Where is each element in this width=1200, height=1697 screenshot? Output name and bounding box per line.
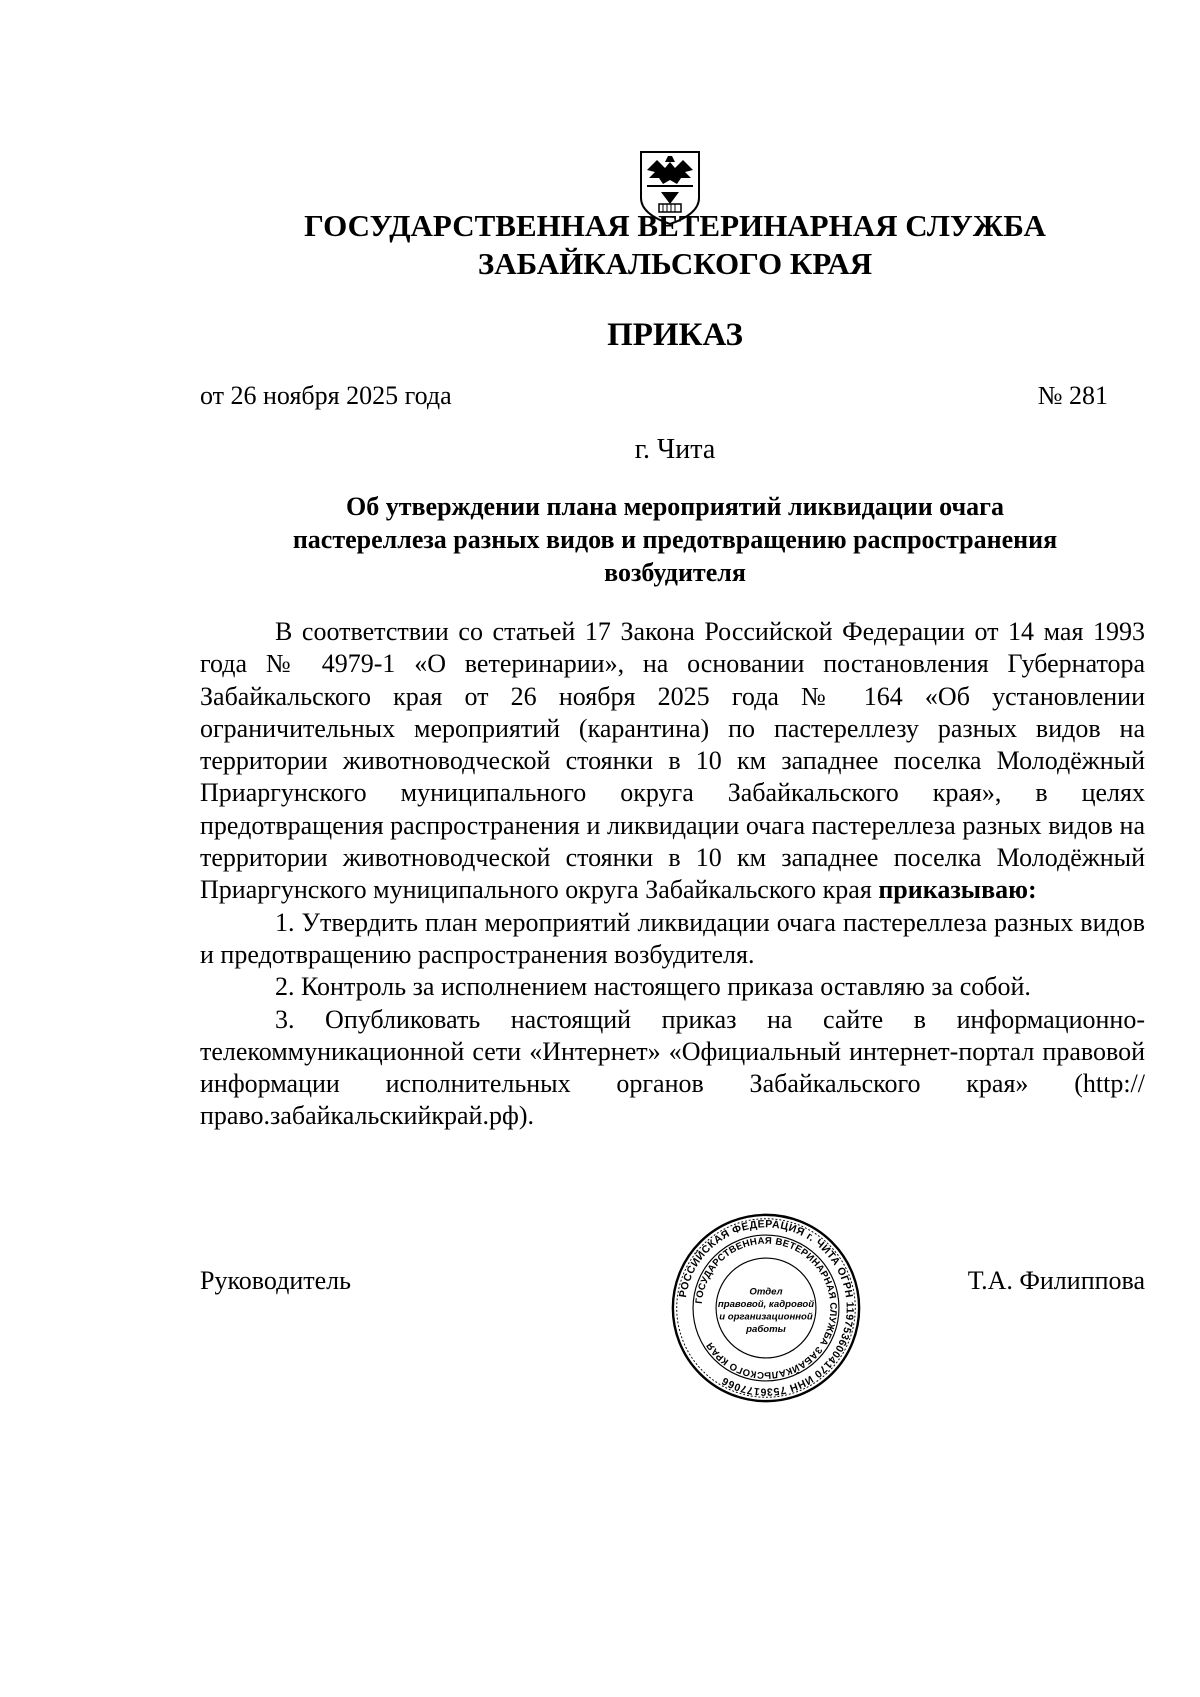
agency-name (200, 207, 1150, 283)
document-body (200, 616, 1145, 1133)
official-seal (670, 1212, 862, 1404)
seal-center-line4: работы (746, 1324, 786, 1335)
subject-line2: пастереллеза разных видов и предотвращению распространения (292, 525, 1058, 554)
agency-name-line2: ЗАБАЙКАЛЬСКОГО КРАЯ (477, 246, 873, 281)
seal-inner-text: ГОСУДАРСТВЕННАЯ ВЕТЕРИНАРНАЯ СЛУЖБА ЗАБАЙКАЛЬСКОГО КРАЯ (693, 1235, 839, 1381)
seal-center-line1: Отдел (749, 1286, 783, 1298)
agency-name-line1: ГОСУДАРСТВЕННАЯ ВЕТЕРИНАРНАЯ СЛУЖБА (304, 208, 1046, 243)
document-subject (240, 490, 1110, 589)
document-date: от 26 ноября 2025 года (200, 381, 452, 410)
document-type-title: ПРИКАЗ (607, 317, 743, 353)
document-city: г. Чита (634, 434, 716, 465)
order-item-2: 2. Контроль за исполнением настоящего приказа оставляю за собой. (275, 972, 1031, 1002)
subject-line3: возбудителя (604, 558, 746, 587)
signer-name: Т.А. Филиппова (967, 1266, 1145, 1295)
document-number: № 281 (1037, 381, 1108, 410)
signer-role: Руководитель (200, 1266, 351, 1295)
seal-center-line3: и организационной (719, 1311, 813, 1323)
seal-center-line2: правовой, кадровой (717, 1299, 815, 1311)
preamble-text: В соответствии со статьей 17 Закона Российской Федерации от 14 мая 1993 года № 4979-1 «О ветеринарии», на основании постановления Губернатора Забайкальского края от 26 ноября 2025 года № 164 «Об установлении ограничительных мероприятий (карантина) по пастереллезу разных видов на территории животноводческой стоянки в 10 км западнее поселка Молодёжный Приаргунского муниципального округа Забайкальского края», в целях предотвращения распространения и ликвидации очага пастереллеза разных видов на территории животноводческой стоянки в 10 км западнее поселка Молодёжный Приаргунского муниципального округа Забайкальского края (200, 617, 1145, 905)
preamble-paragraph (200, 616, 1145, 907)
directive-word: приказываю: (878, 875, 1037, 905)
order-item-3: 3. Опубликовать настоящий приказ на сайте в информационно-телекоммуникационной сети «Интернет» «Официальный интернет-портал правовой информации исполнительных органов Забайкальского края» (http://право.забайкальскийкрай.рф). (200, 1004, 1145, 1131)
seal-outer-text: РОССИЙСКАЯ ФЕДЕРАЦИЯ г. ЧИТА ОГРН 1197536004170 ИНН 7536177066 (677, 1218, 856, 1398)
subject-line1: Об утверждении плана мероприятий ликвидации очага (346, 492, 1004, 521)
order-item-1: 1. Утвердить план мероприятий ликвидации очага пастереллеза разных видов и предотвращению распространения возбудителя. (200, 907, 1145, 969)
